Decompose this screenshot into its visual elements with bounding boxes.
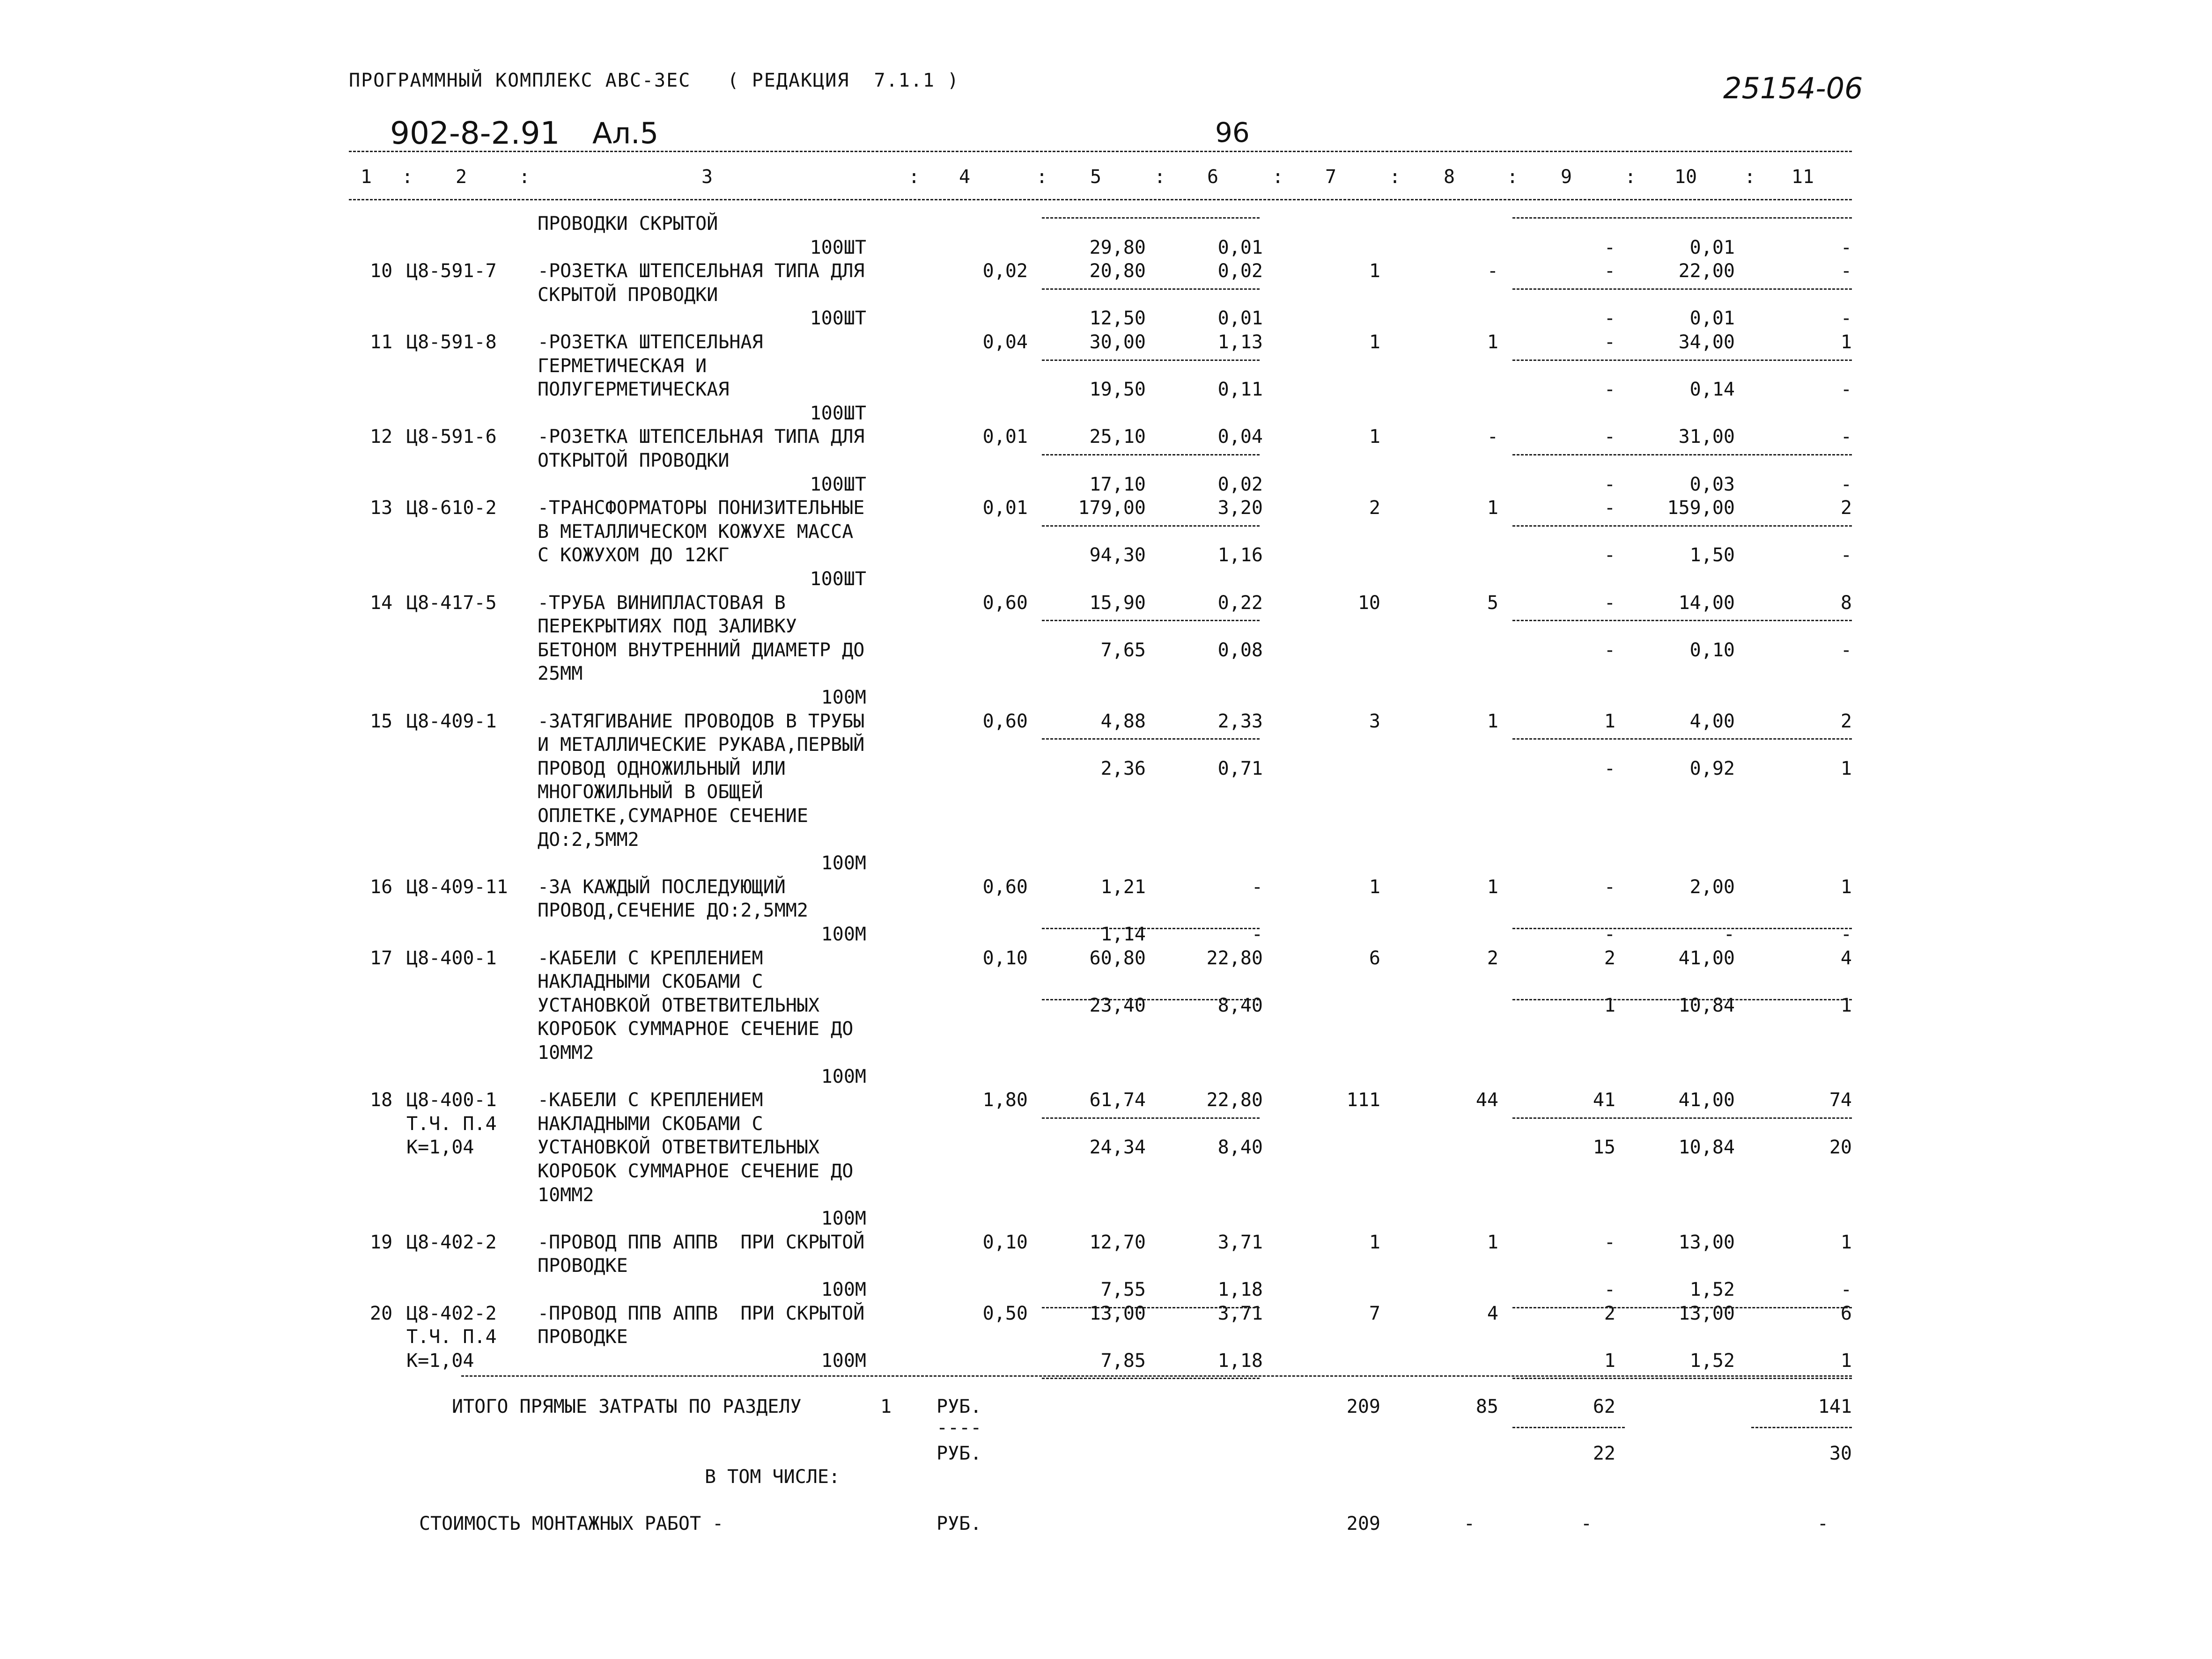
value-c6: 1,18 (1217, 1279, 1263, 1300)
value-c7: 1 (1369, 260, 1380, 282)
install-unit: РУБ. (936, 1513, 982, 1534)
unit-label: 100М (821, 1350, 866, 1372)
rate-code: Ц8-417-5 (406, 592, 497, 614)
value-rule-9-11 (1512, 1307, 1852, 1308)
value-c9: 15 (1593, 1137, 1615, 1159)
work-description: -ТРАНСФОРМАТОРЫ ПОНИЗИТЕЛЬНЫЕ (538, 497, 865, 519)
value-c9: - (1604, 639, 1615, 661)
rate-code: Ц8-400-1 (406, 1089, 497, 1111)
work-description: ГЕРМЕТИЧЕСКАЯ И (538, 355, 707, 377)
rate-code: Ц8-402-2 (406, 1302, 497, 1324)
value-c4: 0,04 (982, 331, 1028, 353)
value-c9: - (1604, 592, 1615, 614)
value-c7: 2 (1369, 497, 1380, 519)
value-c10: 31,00 (1678, 426, 1735, 448)
column-separator: : (402, 166, 413, 188)
row-number: 10 (370, 260, 393, 282)
value-c7: 1 (1369, 426, 1380, 448)
row-number: 19 (370, 1231, 393, 1253)
value-rule-5-6 (1042, 1307, 1260, 1308)
work-description: -ЗА КАЖДЫЙ ПОСЛЕДУЮЩИЙ (538, 876, 786, 898)
work-description: -ПРОВОД ППВ АППВ ПРИ СКРЫТОЙ (538, 1302, 865, 1324)
page-number: 96 (1215, 117, 1250, 148)
value-c10: 0,01 (1689, 236, 1735, 258)
column-separator: : (1744, 166, 1756, 188)
row-number: 18 (370, 1089, 393, 1111)
totals-rule-11 (1751, 1427, 1852, 1428)
value-c10: 4,00 (1689, 710, 1735, 732)
value-c10: 0,03 (1689, 473, 1735, 495)
value-c5: 4,88 (1100, 710, 1146, 732)
column-separator: : (1154, 166, 1166, 188)
value-c9: 1 (1604, 710, 1615, 732)
value-c6: 8,40 (1217, 994, 1263, 1016)
value-c9: - (1604, 1279, 1615, 1300)
totals-c11b: 30 (1829, 1443, 1852, 1464)
row-number: 14 (370, 592, 393, 614)
document-code: 902-8-2.91 (390, 115, 560, 151)
column-header-9: 9 (1560, 166, 1572, 188)
header-rule-top (349, 151, 1852, 152)
work-description: 25ММ (538, 663, 583, 685)
value-c5: 24,34 (1089, 1137, 1146, 1159)
unit-label: 100ШТ (810, 236, 866, 258)
value-c6: 0,11 (1217, 379, 1263, 401)
value-rule-9-11 (1512, 928, 1852, 929)
value-c9: - (1604, 236, 1615, 258)
value-c7: 111 (1346, 1089, 1380, 1111)
value-c7: 1 (1369, 331, 1380, 353)
value-c11: 8 (1840, 592, 1852, 614)
value-c5: 7,85 (1100, 1350, 1146, 1372)
value-c8: 44 (1475, 1089, 1498, 1111)
work-description: СКРЫТОЙ ПРОВОДКИ (538, 284, 718, 306)
value-c9: 41 (1593, 1089, 1615, 1111)
value-c11: - (1840, 1279, 1852, 1300)
value-c4: 0,60 (982, 592, 1028, 614)
work-description: 10ММ2 (538, 1042, 594, 1064)
value-c5: 17,10 (1089, 473, 1146, 495)
value-rule-5-6 (1042, 620, 1260, 621)
work-description: КОРОБОК СУММАРНОЕ СЕЧЕНИЕ ДО (538, 1160, 854, 1182)
value-c9: - (1604, 260, 1615, 282)
work-description: ПРОВОДКЕ (538, 1255, 628, 1277)
work-description: ПЕРЕКРЫТИЯХ ПОД ЗАЛИВКУ (538, 616, 797, 638)
value-c6: 3,71 (1217, 1231, 1263, 1253)
rate-code: Ц8-610-2 (406, 497, 497, 519)
value-c11: 1 (1840, 757, 1852, 779)
unit-label: 100ШТ (810, 568, 866, 590)
value-c8: 1 (1487, 876, 1498, 898)
unit-label: 100М (821, 1279, 866, 1300)
value-c11: - (1840, 379, 1852, 401)
value-rule-5-6 (1042, 288, 1260, 290)
unit-label: 100М (821, 852, 866, 874)
rate-code: К=1,04 (406, 1137, 474, 1159)
value-c6: 2,33 (1217, 710, 1263, 732)
totals-section: 1 (880, 1396, 892, 1417)
work-description: -ТРУБА ВИНИПЛАСТОВАЯ В (538, 592, 786, 614)
value-c6: 0,01 (1217, 236, 1263, 258)
value-c8: 1 (1487, 331, 1498, 353)
totals-c8: 85 (1475, 1396, 1498, 1417)
value-c9: 2 (1604, 1302, 1615, 1324)
value-c11: 74 (1829, 1089, 1852, 1111)
value-c9: - (1604, 497, 1615, 519)
value-c11: - (1840, 924, 1852, 945)
value-c6: 22,80 (1206, 947, 1263, 969)
work-description: 10ММ2 (538, 1184, 594, 1206)
column-header-2: 2 (455, 166, 467, 188)
work-description: -РОЗЕТКА ШТЕПСЕЛЬНАЯ ТИПА ДЛЯ (538, 426, 865, 448)
value-c7: 1 (1369, 876, 1380, 898)
value-c10: - (1723, 924, 1735, 945)
work-description: -КАБЕЛИ С КРЕПЛЕНИЕМ (538, 1089, 763, 1111)
work-description: ОПЛЕТКЕ,СУМАРНОЕ СЕЧЕНИЕ (538, 805, 808, 827)
value-c5: 23,40 (1089, 994, 1146, 1016)
column-separator: : (1272, 166, 1284, 188)
value-c6: 3,71 (1217, 1302, 1263, 1324)
totals-c11: 141 (1818, 1396, 1852, 1417)
totals-unit-2: РУБ. (936, 1443, 982, 1464)
value-rule-9-11 (1512, 620, 1852, 621)
value-c9: - (1604, 544, 1615, 566)
value-c6: 0,71 (1217, 757, 1263, 779)
value-c8: 2 (1487, 947, 1498, 969)
value-rule-9-11 (1512, 288, 1852, 290)
value-c4: 0,01 (982, 426, 1028, 448)
value-rule-5-6 (1042, 525, 1260, 527)
value-c11: 1 (1840, 1350, 1852, 1372)
header-rule-bottom (349, 199, 1852, 200)
column-header-3: 3 (701, 166, 713, 188)
value-rule-5-6 (1042, 360, 1260, 361)
value-c9: - (1604, 757, 1615, 779)
value-rule-5-6 (1042, 454, 1260, 455)
value-c11: 2 (1840, 710, 1852, 732)
work-description: В МЕТАЛЛИЧЕСКОМ КОЖУХЕ МАССА (538, 521, 854, 543)
work-description: -КАБЕЛИ С КРЕПЛЕНИЕМ (538, 947, 763, 969)
value-c11: 1 (1840, 994, 1852, 1016)
column-separator: : (908, 166, 920, 188)
totals-unit: РУБ. (936, 1396, 982, 1417)
unit-label: 100М (821, 924, 866, 945)
value-c8: 1 (1487, 497, 1498, 519)
column-header-10: 10 (1674, 166, 1697, 188)
column-header-4: 4 (959, 166, 971, 188)
value-rule-9-11 (1512, 217, 1852, 219)
value-c10: 34,00 (1678, 331, 1735, 353)
row-number: 20 (370, 1302, 393, 1324)
value-c4: 0,02 (982, 260, 1028, 282)
value-c10: 10,84 (1678, 1137, 1735, 1159)
unit-label: 100М (821, 687, 866, 708)
value-c5: 2,36 (1100, 757, 1146, 779)
album-label: Ал.5 (592, 116, 659, 150)
value-c11: 6 (1840, 1302, 1852, 1324)
rate-code: Т.Ч. П.4 (406, 1326, 497, 1348)
rate-code: Ц8-400-1 (406, 947, 497, 969)
value-c4: 0,50 (982, 1302, 1028, 1324)
value-c7: 10 (1357, 592, 1380, 614)
value-c5: 30,00 (1089, 331, 1146, 353)
value-c5: 7,55 (1100, 1279, 1146, 1300)
totals-rule-9 (1512, 1427, 1625, 1428)
value-c9: - (1604, 308, 1615, 330)
install-c8: - (1463, 1513, 1475, 1534)
value-c7: 6 (1369, 947, 1380, 969)
work-description: ПРОВОД,СЕЧЕНИЕ ДО:2,5ММ2 (538, 900, 808, 922)
value-c9: 2 (1604, 947, 1615, 969)
value-c9: - (1604, 473, 1615, 495)
value-c6: 0,02 (1217, 260, 1263, 282)
value-c10: 0,92 (1689, 757, 1735, 779)
value-c6: 0,01 (1217, 308, 1263, 330)
totals-unit-dash: ---- (936, 1417, 982, 1439)
value-c10: 2,00 (1689, 876, 1735, 898)
value-c6: - (1251, 924, 1263, 945)
value-c9: - (1604, 924, 1615, 945)
value-c11: - (1840, 260, 1852, 282)
value-c10: 13,00 (1678, 1231, 1735, 1253)
including-label: В ТОМ ЧИСЛЕ: (705, 1466, 840, 1488)
value-c8: - (1487, 260, 1498, 282)
column-header-7: 7 (1325, 166, 1337, 188)
value-rule-5-6 (1042, 999, 1260, 1000)
column-separator: : (1507, 166, 1519, 188)
value-c10: 1,52 (1689, 1350, 1735, 1372)
value-rule-5-6 (1042, 738, 1260, 740)
value-c11: - (1840, 426, 1852, 448)
value-c8: 1 (1487, 710, 1498, 732)
value-c8: 1 (1487, 1231, 1498, 1253)
totals-rule (461, 1375, 1852, 1377)
row-number: 15 (370, 710, 393, 732)
row-number: 16 (370, 876, 393, 898)
work-description: УСТАНОВКОЙ ОТВЕТВИТЕЛЬНЫХ (538, 1137, 820, 1159)
value-rule-5-6 (1042, 1117, 1260, 1119)
value-c6: 8,40 (1217, 1137, 1263, 1159)
value-c5: 60,80 (1089, 947, 1146, 969)
value-c6: 1,16 (1217, 544, 1263, 566)
value-c4: 0,60 (982, 876, 1028, 898)
work-description: ПРОВОД ОДНОЖИЛЬНЫЙ ИЛИ (538, 757, 786, 779)
work-description: -РОЗЕТКА ШТЕПСЕЛЬНАЯ ТИПА ДЛЯ (538, 260, 865, 282)
value-c9: - (1604, 876, 1615, 898)
work-description: -РОЗЕТКА ШТЕПСЕЛЬНАЯ (538, 331, 763, 353)
rate-code: К=1,04 (406, 1350, 474, 1372)
value-rule-5-6 (1042, 928, 1260, 929)
value-c10: 1,50 (1689, 544, 1735, 566)
work-description: ПРОВОДКЕ (538, 1326, 628, 1348)
row-number: 17 (370, 947, 393, 969)
totals-c9: 62 (1593, 1396, 1615, 1417)
work-description: ДО:2,5ММ2 (538, 829, 639, 851)
value-c5: 12,50 (1089, 308, 1146, 330)
work-description: КОРОБОК СУММАРНОЕ СЕЧЕНИЕ ДО (538, 1018, 854, 1040)
value-c9: 1 (1604, 994, 1615, 1016)
unit-label: 100М (821, 1208, 866, 1230)
column-separator: : (519, 166, 531, 188)
value-c10: 13,00 (1678, 1302, 1735, 1324)
value-c7: 3 (1369, 710, 1380, 732)
work-description: НАКЛАДНЫМИ СКОБАМИ С (538, 971, 763, 993)
row-number: 12 (370, 426, 393, 448)
value-c11: 2 (1840, 497, 1852, 519)
value-c8: - (1487, 426, 1498, 448)
value-c11: 1 (1840, 331, 1852, 353)
value-c11: 1 (1840, 876, 1852, 898)
value-c10: 41,00 (1678, 1089, 1735, 1111)
value-c4: 0,01 (982, 497, 1028, 519)
unit-label: 100М (821, 1065, 866, 1087)
value-c5: 61,74 (1089, 1089, 1146, 1111)
value-c6: 0,04 (1217, 426, 1263, 448)
unit-label: 100ШТ (810, 473, 866, 495)
work-description: -ЗАТЯГИВАНИЕ ПРОВОДОВ В ТРУБЫ (538, 710, 865, 732)
work-description: -ПРОВОД ППВ АППВ ПРИ СКРЫТОЙ (538, 1231, 865, 1253)
rate-code: Ц8-402-2 (406, 1231, 497, 1253)
value-c5: 15,90 (1089, 592, 1146, 614)
install-c7: 209 (1346, 1513, 1380, 1534)
install-c11: - (1817, 1513, 1829, 1534)
value-c4: 0,10 (982, 1231, 1028, 1253)
value-c4: 0,10 (982, 947, 1028, 969)
value-c5: 1,21 (1100, 876, 1146, 898)
value-rule-9-11 (1512, 360, 1852, 361)
value-c10: 0,10 (1689, 639, 1735, 661)
row-number: 11 (370, 331, 393, 353)
value-c10: 10,84 (1678, 994, 1735, 1016)
install-c9: - (1580, 1513, 1592, 1534)
value-c9: - (1604, 331, 1615, 353)
work-description: МНОГОЖИЛЬНЫЙ В ОБЩЕЙ (538, 781, 763, 803)
work-description: ОТКРЫТОЙ ПРОВОДКИ (538, 450, 730, 471)
totals-label: ИТОГО ПРЯМЫЕ ЗАТРАТЫ ПО РАЗДЕЛУ (452, 1396, 802, 1417)
value-c5: 12,70 (1089, 1231, 1146, 1253)
value-c8: 5 (1487, 592, 1498, 614)
value-c5: 179,00 (1078, 497, 1146, 519)
value-c11: - (1840, 308, 1852, 330)
value-c5: 13,00 (1089, 1302, 1146, 1324)
value-c6: 22,80 (1206, 1089, 1263, 1111)
value-c11: 4 (1840, 947, 1852, 969)
value-c8: 4 (1487, 1302, 1498, 1324)
totals-c9b: 22 (1593, 1443, 1615, 1464)
value-c6: 1,13 (1217, 331, 1263, 353)
value-c7: 1 (1369, 1231, 1380, 1253)
value-rule-5-6 (1042, 217, 1260, 219)
value-rule-5-6 (1042, 1378, 1260, 1379)
column-header-6: 6 (1207, 166, 1219, 188)
work-description: НАКЛАДНЫМИ СКОБАМИ С (538, 1113, 763, 1135)
rate-code: Ц8-591-7 (406, 260, 497, 282)
column-header-11: 11 (1791, 166, 1814, 188)
value-c6: 1,18 (1217, 1350, 1263, 1372)
rate-code: Ц8-591-6 (406, 426, 497, 448)
value-c10: 159,00 (1667, 497, 1735, 519)
value-c6: - (1251, 876, 1263, 898)
column-header-5: 5 (1090, 166, 1102, 188)
value-c9: 1 (1604, 1350, 1615, 1372)
value-c5: 29,80 (1089, 236, 1146, 258)
work-description: С КОЖУХОМ ДО 12КГ (538, 544, 730, 566)
value-c10: 1,52 (1689, 1279, 1735, 1300)
row-number: 13 (370, 497, 393, 519)
value-c5: 25,10 (1089, 426, 1146, 448)
work-description: УСТАНОВКОЙ ОТВЕТВИТЕЛЬНЫХ (538, 994, 820, 1016)
value-rule-9-11 (1512, 1117, 1852, 1119)
work-description: БЕТОНОМ ВНУТРЕННИЙ ДИАМЕТР ДО (538, 639, 865, 661)
value-c5: 19,50 (1089, 379, 1146, 401)
rate-code: Ц8-591-8 (406, 331, 497, 353)
column-separator: : (1389, 166, 1401, 188)
value-c11: - (1840, 236, 1852, 258)
rate-code: Ц8-409-1 (406, 710, 497, 732)
value-c7: 7 (1369, 1302, 1380, 1324)
value-rule-9-11 (1512, 738, 1852, 740)
column-separator: : (1625, 166, 1637, 188)
rate-code: Ц8-409-11 (406, 876, 508, 898)
unit-label: 100ШТ (810, 402, 866, 424)
value-c5: 20,80 (1089, 260, 1146, 282)
value-c11: - (1840, 639, 1852, 661)
unit-label: 100ШТ (810, 308, 866, 330)
value-c9: - (1604, 379, 1615, 401)
value-c11: - (1840, 544, 1852, 566)
value-rule-9-11 (1512, 454, 1852, 455)
value-c5: 1,14 (1100, 924, 1146, 945)
value-c6: 0,08 (1217, 639, 1263, 661)
value-c5: 7,65 (1100, 639, 1146, 661)
value-c5: 94,30 (1089, 544, 1146, 566)
value-c6: 0,02 (1217, 473, 1263, 495)
value-c11: 20 (1829, 1137, 1852, 1159)
program-header: ПРОГРАММНЫЙ КОМПЛЕКС АВС-3ЕС ( РЕДАКЦИЯ 7.1.1 ) (349, 70, 960, 91)
value-c6: 0,22 (1217, 592, 1263, 614)
column-header-1: 1 (360, 166, 372, 188)
value-c10: 0,14 (1689, 379, 1735, 401)
value-c4: 0,60 (982, 710, 1028, 732)
work-description: И МЕТАЛЛИЧЕСКИЕ РУКАВА,ПЕРВЫЙ (538, 734, 865, 756)
value-c10: 14,00 (1678, 592, 1735, 614)
value-c11: 1 (1840, 1231, 1852, 1253)
value-c9: - (1604, 1231, 1615, 1253)
rate-code: Т.Ч. П.4 (406, 1113, 497, 1135)
archive-number: 25154-06 (1723, 71, 1863, 105)
column-header-8: 8 (1443, 166, 1455, 188)
value-c10: 22,00 (1678, 260, 1735, 282)
totals-c7: 209 (1346, 1396, 1380, 1417)
value-c10: 0,01 (1689, 308, 1735, 330)
value-rule-9-11 (1512, 999, 1852, 1000)
value-c11: - (1840, 473, 1852, 495)
install-cost-label: СТОИМОСТЬ МОНТАЖНЫХ РАБОТ - (419, 1513, 724, 1534)
value-c4: 1,80 (982, 1089, 1028, 1111)
value-rule-9-11 (1512, 1378, 1852, 1379)
column-separator: : (1036, 166, 1048, 188)
work-description: ПРОВОДКИ СКРЫТОЙ (538, 213, 718, 235)
value-c10: 41,00 (1678, 947, 1735, 969)
value-c9: - (1604, 426, 1615, 448)
value-c6: 3,20 (1217, 497, 1263, 519)
value-rule-9-11 (1512, 525, 1852, 527)
work-description: ПОЛУГЕРМЕТИЧЕСКАЯ (538, 379, 730, 401)
